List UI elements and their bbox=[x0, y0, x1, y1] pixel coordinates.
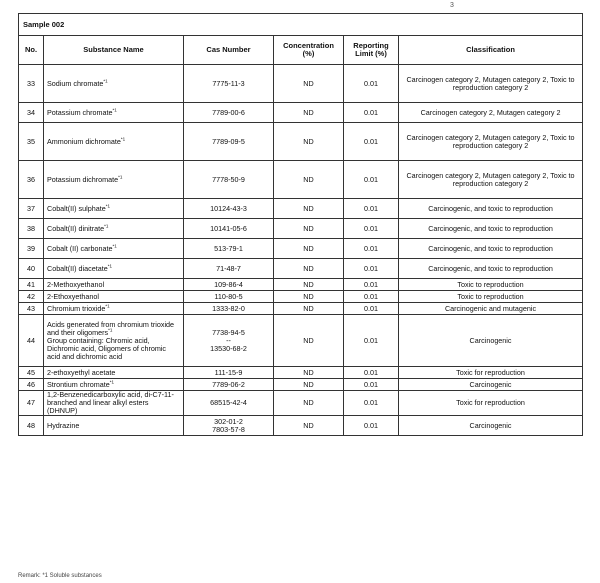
substance-name-text: Potassium dichromate bbox=[47, 174, 119, 184]
cas-number-text: 109-86-4 bbox=[214, 279, 243, 289]
cas-number-text: 7789-09-5 bbox=[212, 136, 245, 146]
footnote-marker: *1 bbox=[120, 136, 126, 142]
classification-text: Carcinogenic, and toxic to reproduction bbox=[399, 219, 583, 239]
reporting-limit-value: 0.01 bbox=[344, 103, 399, 123]
row-number: 33 bbox=[19, 65, 44, 103]
concentration-value: ND bbox=[274, 367, 344, 379]
substance-name-text: 2-ethoxyethyl acetate bbox=[47, 367, 116, 377]
substance-name-text: Sodium chromate bbox=[47, 78, 104, 88]
cas-number bbox=[184, 65, 274, 103]
cas-number-text: 111-15-9 bbox=[214, 367, 243, 377]
reporting-limit-value: 0.01 bbox=[344, 291, 399, 303]
row-number: 36 bbox=[19, 161, 44, 199]
reporting-limit-value: 0.01 bbox=[344, 315, 399, 367]
cas-number-text: 10124-43-3 bbox=[210, 203, 247, 213]
concentration-value: ND bbox=[274, 279, 344, 291]
table-row bbox=[19, 303, 583, 315]
row-number: 45 bbox=[19, 367, 44, 379]
cas-number bbox=[184, 161, 274, 199]
substance-name bbox=[44, 123, 184, 161]
footnote-marker: *1 bbox=[108, 327, 113, 333]
substance-name bbox=[44, 219, 184, 239]
concentration-value: ND bbox=[274, 291, 344, 303]
footnote-marker: *1 bbox=[104, 223, 109, 229]
classification-text: Carcinogen category 2, Mutagen category 2 bbox=[399, 103, 583, 123]
row-number: 48 bbox=[19, 416, 44, 436]
row-number: 46 bbox=[19, 379, 44, 391]
cas-number bbox=[184, 303, 274, 315]
reporting-limit-value: 0.01 bbox=[344, 259, 399, 279]
table-row bbox=[19, 123, 583, 161]
cas-number-text: 13530-68-2 bbox=[210, 343, 247, 353]
reporting-limit-value: 0.01 bbox=[344, 303, 399, 315]
substance-name-text: Acids generated from chromium trioxide and their oligomers bbox=[47, 319, 175, 337]
substance-name bbox=[44, 239, 184, 259]
cas-number bbox=[184, 123, 274, 161]
substance-name-text: 2-Ethoxyethanol bbox=[47, 291, 99, 301]
cas-number-text: 110-80-5 bbox=[214, 291, 243, 301]
table-row bbox=[19, 379, 583, 391]
substance-name-text: Cobalt(II) diacetate bbox=[47, 263, 108, 273]
classification-text: Carcinogenic, and toxic to reproduction bbox=[399, 239, 583, 259]
substance-name bbox=[44, 65, 184, 103]
concentration-value: ND bbox=[274, 391, 344, 416]
cas-number bbox=[184, 259, 274, 279]
substance-name-text: 1,2-Benzenedicarboxylic acid, di-C7-11-branched and linear alkyl esters (DHNUP) bbox=[47, 390, 174, 415]
row-number: 38 bbox=[19, 219, 44, 239]
table-row bbox=[19, 199, 583, 219]
reporting-limit-value: 0.01 bbox=[344, 239, 399, 259]
table-row bbox=[19, 416, 583, 436]
cas-number-text: 302-01-2 bbox=[214, 416, 243, 426]
row-number: 34 bbox=[19, 103, 44, 123]
header-no: No. bbox=[19, 36, 44, 65]
cas-number-text: 513-79-1 bbox=[214, 243, 243, 253]
substance-name-text: Potassium chromate bbox=[47, 107, 113, 117]
cas-number bbox=[184, 315, 274, 367]
cas-number-text: 1333-82-0 bbox=[212, 303, 245, 313]
cas-number bbox=[184, 391, 274, 416]
cas-number-text: 7789-06-2 bbox=[212, 379, 245, 389]
header-concentration: Concentration (%) bbox=[274, 36, 344, 65]
table-row bbox=[19, 65, 583, 103]
substance-name bbox=[44, 103, 184, 123]
table-row bbox=[19, 219, 583, 239]
concentration-value: ND bbox=[274, 219, 344, 239]
header-substance: Substance Name bbox=[44, 36, 184, 65]
concentration-value: ND bbox=[274, 65, 344, 103]
table-row bbox=[19, 391, 583, 416]
classification-text: Carcinogenic bbox=[399, 315, 583, 367]
classification-text: Carcinogen category 2, Mutagen category 2, Toxic to reproduction category 2 bbox=[399, 65, 583, 103]
classification-text: Carcinogenic, and toxic to reproduction bbox=[399, 259, 583, 279]
classification-text: Toxic for reproduction bbox=[399, 391, 583, 416]
cas-number-text: 68515-42-4 bbox=[210, 398, 247, 407]
reporting-limit-value: 0.01 bbox=[344, 367, 399, 379]
footnote-marker: *1 bbox=[118, 174, 123, 180]
header-cas: Cas Number bbox=[184, 36, 274, 65]
classification-text: Carcinogenic, and toxic to reproduction bbox=[399, 199, 583, 219]
classification-text: Toxic to reproduction bbox=[399, 279, 583, 291]
table-row bbox=[19, 239, 583, 259]
classification-text: Carcinogenic bbox=[399, 416, 583, 436]
reporting-limit-value: 0.01 bbox=[344, 123, 399, 161]
reporting-limit-value: 0.01 bbox=[344, 379, 399, 391]
footnote: Remark: *1 Soluble substances bbox=[18, 573, 102, 579]
concentration-value: ND bbox=[274, 315, 344, 367]
cas-number-text: 7778-50-9 bbox=[212, 174, 245, 184]
substance-name-text: 2-Methoxyethanol bbox=[47, 279, 105, 289]
substance-name bbox=[44, 291, 184, 303]
substance-name bbox=[44, 379, 184, 391]
reporting-limit-value: 0.01 bbox=[344, 161, 399, 199]
concentration-value: ND bbox=[274, 123, 344, 161]
reporting-limit-value: 0.01 bbox=[344, 219, 399, 239]
row-number: 37 bbox=[19, 199, 44, 219]
page-marker: 3 bbox=[450, 2, 454, 9]
sample-row bbox=[19, 14, 583, 36]
substance-name-text: Cobalt(II) dinitrate bbox=[47, 223, 105, 233]
table-row bbox=[19, 279, 583, 291]
footnote-marker: *1 bbox=[105, 203, 110, 209]
concentration-value: ND bbox=[274, 379, 344, 391]
cas-number-text: 7789-00-6 bbox=[212, 107, 245, 117]
substance-name-text: Ammonium dichromate bbox=[47, 136, 121, 146]
header-row bbox=[19, 36, 583, 65]
footnote-marker: *1 bbox=[109, 379, 114, 385]
row-number: 39 bbox=[19, 239, 44, 259]
table-row bbox=[19, 103, 583, 123]
substance-name bbox=[44, 315, 184, 367]
cas-separator: -- bbox=[226, 335, 231, 345]
footnote-marker: *1 bbox=[112, 107, 117, 113]
row-number: 40 bbox=[19, 259, 44, 279]
substance-name bbox=[44, 199, 184, 219]
cas-number bbox=[184, 291, 274, 303]
cas-number bbox=[184, 379, 274, 391]
reporting-limit-value: 0.01 bbox=[344, 391, 399, 416]
footnote-marker: *1 bbox=[107, 263, 112, 269]
classification-text: Carcinogen category 2, Mutagen category 2, Toxic to reproduction category 2 bbox=[399, 161, 583, 199]
substance-name bbox=[44, 259, 184, 279]
table-row bbox=[19, 161, 583, 199]
substance-name-text: Cobalt(II) sulphate bbox=[47, 203, 106, 213]
substance-name bbox=[44, 161, 184, 199]
substance-group-text: Group containing: Chromic acid, Dichromic acid, Oligomers of chromic acid and dichromic acid bbox=[47, 335, 167, 361]
classification-text: Toxic to reproduction bbox=[399, 291, 583, 303]
substance-name bbox=[44, 279, 184, 291]
cas-number-text: 7803-57-8 bbox=[212, 424, 245, 434]
cas-number bbox=[184, 103, 274, 123]
cas-number-text: 7738-94-5 bbox=[212, 327, 245, 337]
concentration-value: ND bbox=[274, 161, 344, 199]
substance-name-text: Cobalt (II) carbonate bbox=[47, 243, 113, 253]
footnote-marker: *1 bbox=[103, 78, 108, 84]
concentration-value: ND bbox=[274, 103, 344, 123]
concentration-value: ND bbox=[274, 199, 344, 219]
substance-name-text: Strontium chromate bbox=[47, 379, 110, 389]
row-number: 43 bbox=[19, 303, 44, 315]
classification-text: Carcinogen category 2, Mutagen category 2, Toxic to reproduction category 2 bbox=[399, 123, 583, 161]
cas-number bbox=[184, 199, 274, 219]
classification-text: Carcinogenic and mutagenic bbox=[399, 303, 583, 315]
row-number: 35 bbox=[19, 123, 44, 161]
table-row bbox=[19, 259, 583, 279]
concentration-value: ND bbox=[274, 239, 344, 259]
substance-name bbox=[44, 367, 184, 379]
concentration-value: ND bbox=[274, 416, 344, 436]
cas-number bbox=[184, 279, 274, 291]
reporting-limit-value: 0.01 bbox=[344, 416, 399, 436]
footnote-marker: *1 bbox=[112, 243, 117, 249]
row-number: 42 bbox=[19, 291, 44, 303]
results-table bbox=[18, 13, 583, 436]
row-number: 41 bbox=[19, 279, 44, 291]
cas-number bbox=[184, 219, 274, 239]
substance-name bbox=[44, 391, 184, 416]
header-reporting-limit: Reporting Limit (%) bbox=[344, 36, 399, 65]
concentration-value: ND bbox=[274, 303, 344, 315]
table-row bbox=[19, 315, 583, 367]
footnote-marker: *1 bbox=[105, 303, 110, 309]
row-number: 44 bbox=[19, 315, 44, 367]
reporting-limit-value: 0.01 bbox=[344, 199, 399, 219]
concentration-value: ND bbox=[274, 259, 344, 279]
cas-number-text: 10141-05-6 bbox=[210, 223, 247, 233]
substance-name bbox=[44, 416, 184, 436]
substance-name-text: Hydrazine bbox=[47, 420, 80, 430]
classification-text: Carcinogenic bbox=[399, 379, 583, 391]
substance-name-text: Chromium trioxide bbox=[47, 303, 106, 313]
cas-number bbox=[184, 239, 274, 259]
cas-number bbox=[184, 416, 274, 436]
cas-number bbox=[184, 367, 274, 379]
reporting-limit-value: 0.01 bbox=[344, 65, 399, 103]
header-classification: Classification bbox=[399, 36, 583, 65]
reporting-limit-value: 0.01 bbox=[344, 279, 399, 291]
sample-label: Sample 002 bbox=[19, 14, 583, 36]
table-row bbox=[19, 291, 583, 303]
table-row bbox=[19, 367, 583, 379]
row-number: 47 bbox=[19, 391, 44, 416]
cas-number-text: 71-48-7 bbox=[216, 263, 241, 273]
substance-name bbox=[44, 303, 184, 315]
cas-number-text: 7775-11-3 bbox=[212, 78, 245, 88]
classification-text: Toxic for reproduction bbox=[399, 367, 583, 379]
